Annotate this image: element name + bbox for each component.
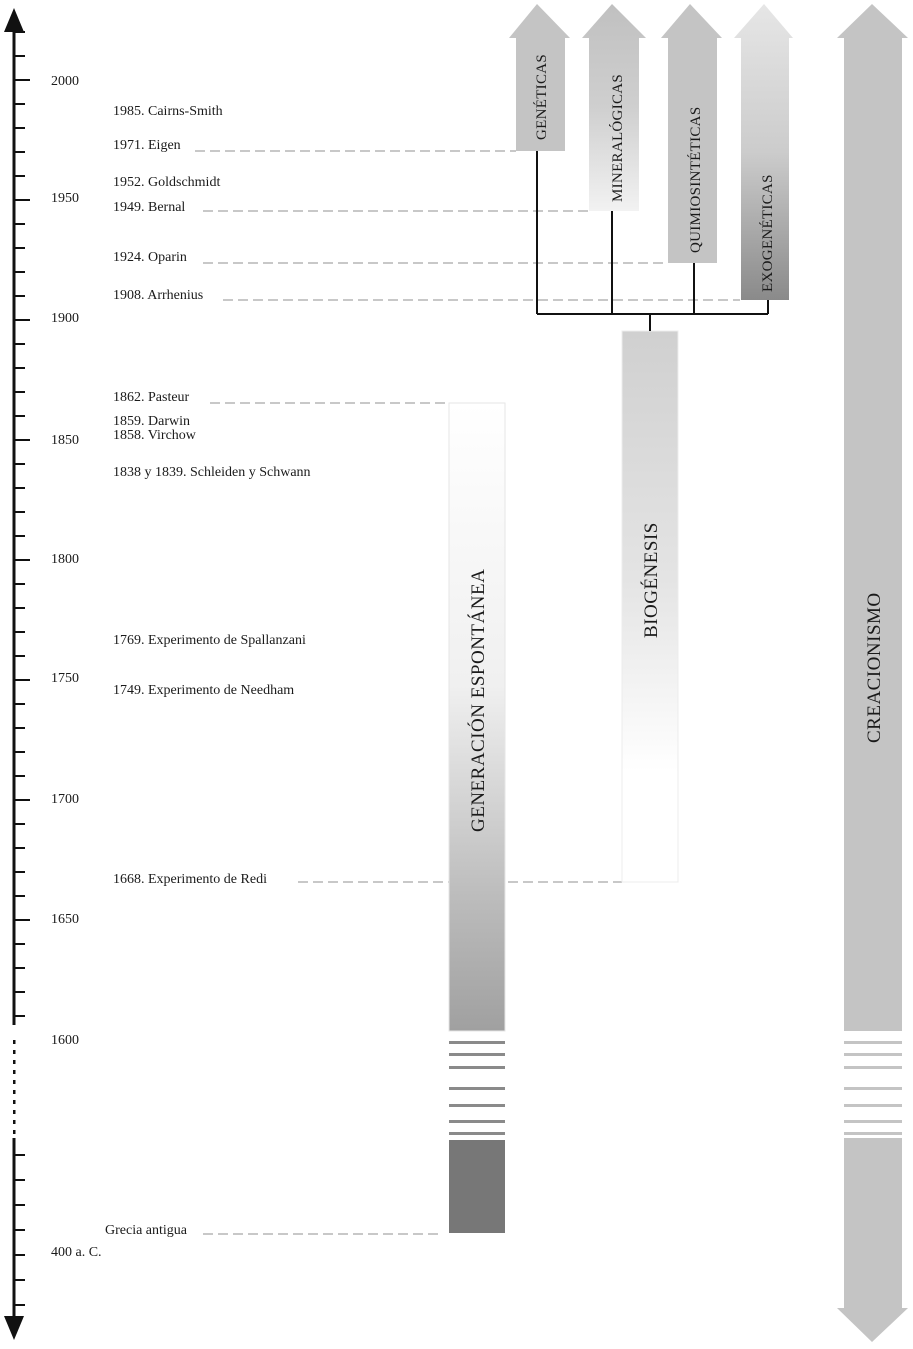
event-grecia-antigua: Grecia antigua bbox=[105, 1223, 188, 1238]
year-label-400bc: 400 a. C. bbox=[51, 1245, 102, 1260]
generacion-stripe bbox=[449, 1066, 505, 1069]
mineralogicas-label: MINERALÓGICAS bbox=[610, 73, 626, 202]
axis-arrow-down-icon bbox=[4, 1316, 24, 1340]
creacionismo-label: CREACIONISMO bbox=[864, 592, 885, 743]
creacionismo-stripe bbox=[844, 1041, 902, 1044]
creacionismo-stripe bbox=[844, 1132, 902, 1135]
generacion-espontanea-bar bbox=[449, 403, 505, 1233]
generacion-stripe bbox=[449, 1132, 505, 1135]
axis-break-dot bbox=[13, 1100, 16, 1104]
generacion-stripe bbox=[449, 1053, 505, 1056]
creacionismo-stripe bbox=[844, 1087, 902, 1090]
year-label-1950: 1950 bbox=[51, 191, 79, 206]
event-cairns-smith: 1985. Cairns-Smith bbox=[113, 104, 223, 119]
axis-break-dot bbox=[13, 1120, 16, 1124]
year-labels bbox=[51, 74, 102, 1260]
arrow-geneticas bbox=[509, 4, 570, 151]
event-redi: 1668. Experimento de Redi bbox=[113, 872, 267, 887]
arrow-quimiosinteticas bbox=[661, 4, 722, 263]
creacionismo-bar-stripes bbox=[844, 1041, 902, 1135]
year-label-1650: 1650 bbox=[51, 912, 79, 927]
year-label-1600: 1600 bbox=[51, 1033, 79, 1048]
axis-break-dot bbox=[13, 1130, 16, 1134]
axis-break-dot bbox=[13, 1080, 16, 1084]
event-spallanzani: 1769. Experimento de Spallanzani bbox=[113, 633, 306, 648]
event-darwin: 1859. Darwin bbox=[113, 414, 190, 429]
event-arrhenius: 1908. Arrhenius bbox=[113, 288, 204, 303]
event-labels bbox=[105, 104, 311, 1238]
generacion-bar-dark-base bbox=[449, 1140, 505, 1233]
generacion-stripe bbox=[449, 1104, 505, 1107]
quimiosinteticas-label: QUIMIOSINTÉTICAS bbox=[688, 106, 704, 253]
axis-break-dot bbox=[13, 1040, 16, 1044]
time-axis bbox=[4, 8, 30, 1340]
event-pasteur: 1862. Pasteur bbox=[113, 390, 190, 405]
creacionismo-stripe bbox=[844, 1053, 902, 1056]
arrow-exogeneticas bbox=[734, 4, 793, 300]
generacion-espontanea-label: GENERACIÓN ESPONTÁNEA bbox=[468, 568, 489, 832]
year-label-2000: 2000 bbox=[51, 74, 79, 89]
axis-ticks bbox=[14, 32, 30, 1305]
axis-break-dot bbox=[13, 1110, 16, 1114]
creacionismo-bar-upper bbox=[837, 4, 908, 1031]
generacion-stripe bbox=[449, 1120, 505, 1123]
arrow-mineralogicas bbox=[582, 4, 646, 211]
axis-break-dots bbox=[13, 1040, 16, 1134]
event-goldschmidt: 1952. Goldschmidt bbox=[113, 175, 221, 190]
generacion-stripe bbox=[449, 1087, 505, 1090]
year-label-1800: 1800 bbox=[51, 552, 79, 567]
creacionismo-bar bbox=[837, 4, 908, 1342]
exogeneticas-label: EXOGENÉTICAS bbox=[760, 174, 776, 292]
year-label-1900: 1900 bbox=[51, 311, 79, 326]
event-oparin: 1924. Oparin bbox=[113, 250, 187, 265]
event-needham: 1749. Experimento de Needham bbox=[113, 683, 295, 698]
biogenesis-label: BIOGÉNESIS bbox=[641, 522, 662, 638]
axis-break-dot bbox=[13, 1060, 16, 1064]
creacionismo-stripe bbox=[844, 1066, 902, 1069]
geneticas-label: GENÉTICAS bbox=[534, 53, 550, 140]
creacionismo-stripe bbox=[844, 1120, 902, 1123]
event-eigen: 1971. Eigen bbox=[113, 138, 181, 153]
year-label-1850: 1850 bbox=[51, 433, 79, 448]
axis-break-dot bbox=[13, 1090, 16, 1094]
year-label-1700: 1700 bbox=[51, 792, 79, 807]
event-virchow: 1858. Virchow bbox=[113, 428, 196, 443]
event-schleiden-schwann: 1838 y 1839. Schleiden y Schwann bbox=[113, 465, 311, 480]
axis-break-dot bbox=[13, 1050, 16, 1054]
generacion-stripe bbox=[449, 1041, 505, 1044]
year-label-1750: 1750 bbox=[51, 671, 79, 686]
axis-arrow-up-icon bbox=[4, 8, 24, 32]
branch-tree bbox=[537, 151, 768, 331]
creacionismo-bar-lower bbox=[837, 1138, 908, 1342]
event-bernal: 1949. Bernal bbox=[113, 200, 186, 215]
creacionismo-stripe bbox=[844, 1104, 902, 1107]
axis-break-dot bbox=[13, 1070, 16, 1074]
biogenesis-bar bbox=[622, 331, 678, 882]
generacion-bar-stripes bbox=[449, 1041, 505, 1135]
